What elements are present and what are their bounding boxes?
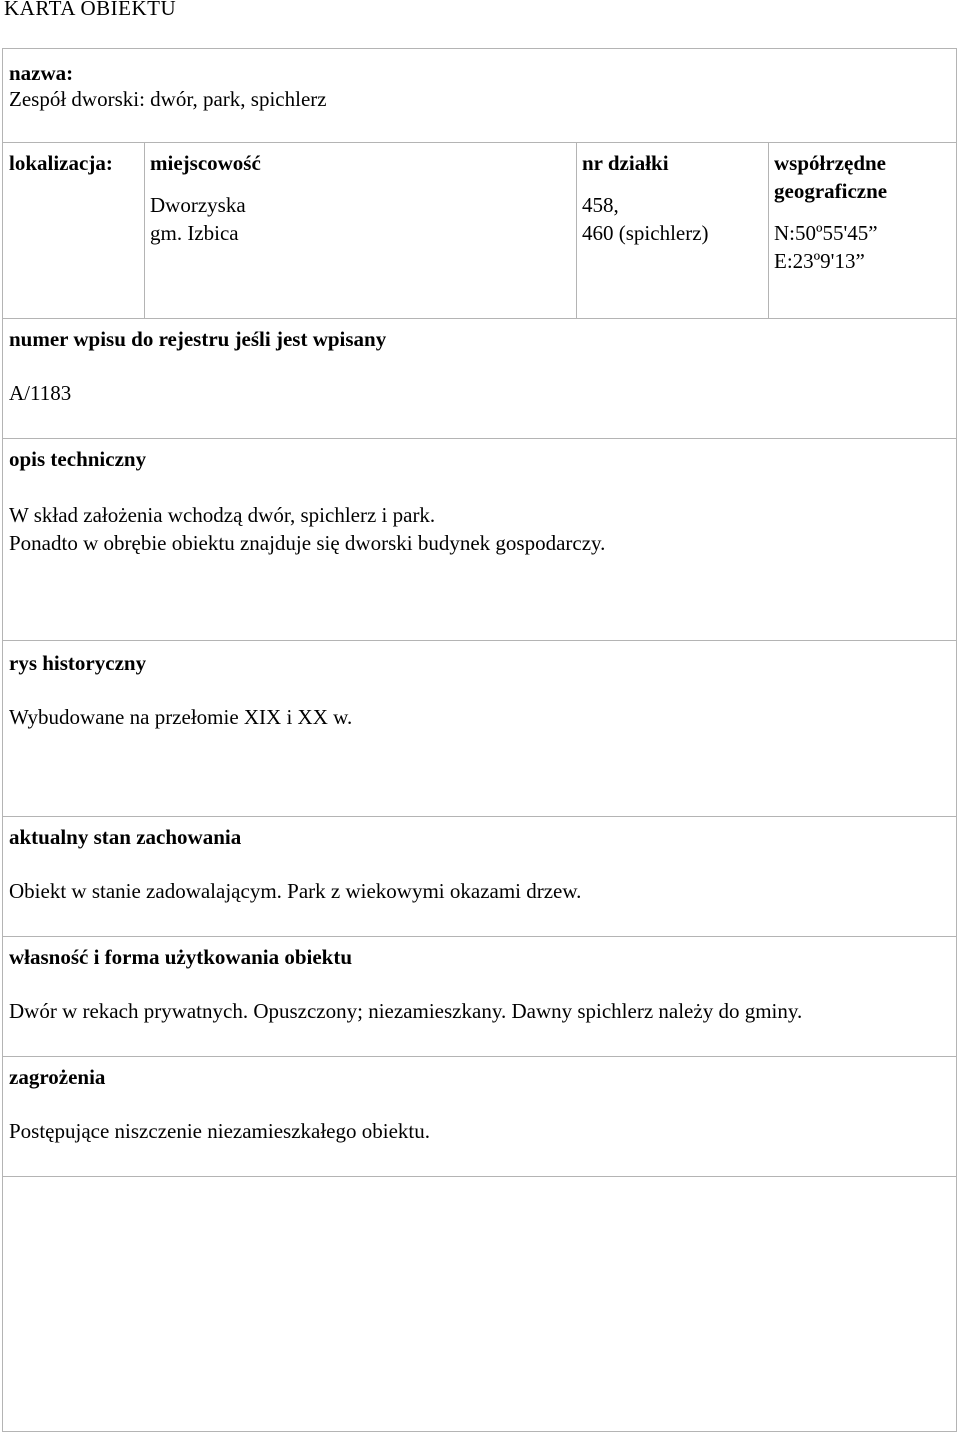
coordinates-label-1: współrzędne: [774, 151, 886, 175]
name-value: Zespół dworski: dwór, park, spichlerz: [9, 87, 327, 111]
document-title: KARTA OBIEKTU: [4, 0, 177, 20]
locality-commune: gm. Izbica: [150, 221, 239, 245]
plot-column: [576, 143, 769, 318]
condition-value: Obiekt w stanie zadowalającym. Park z wiekowymi okazami drzew.: [9, 879, 582, 903]
coordinates-label-2: geograficzne: [774, 179, 888, 203]
section-condition: [2, 816, 957, 936]
section-register: [2, 318, 957, 438]
condition-label: aktualny stan zachowania: [9, 825, 242, 849]
technical-description-label: opis techniczny: [9, 447, 147, 471]
location-label: lokalizacja:: [9, 151, 113, 175]
register-label: numer wpisu do rejestru jeśli jest wpisany: [9, 327, 387, 351]
locality-column: [144, 143, 577, 318]
technical-description-line-2: Ponadto w obrębie obiektu znajduje się dworski budynek gospodarczy.: [9, 531, 606, 555]
coordinates-column: [768, 143, 957, 318]
ownership-label: własność i forma użytkowania obiektu: [9, 945, 353, 969]
ownership-value: Dwór w rekach prywatnych. Opuszczony; niezamieszkany. Dawny spichlerz należy do gminy.: [9, 999, 803, 1023]
threats-value: Postępujące niszczenie niezamieszkałego obiektu.: [9, 1119, 430, 1143]
technical-description-line-1: W skład założenia wchodzą dwór, spichlerz i park.: [9, 503, 436, 527]
threats-label: zagrożenia: [9, 1065, 106, 1089]
locality-label: miejscowość: [150, 151, 261, 175]
plot-number-1: 458,: [582, 193, 619, 217]
section-technical-description: [2, 438, 957, 640]
history-value: Wybudowane na przełomie XIX i XX w.: [9, 705, 353, 729]
section-threats: [2, 1056, 957, 1176]
coordinates-north: N:50º55'45”: [774, 221, 878, 245]
locality-name: Dworzyska: [150, 193, 246, 217]
section-ownership: [2, 936, 957, 1056]
coordinates-east: E:23º9'13”: [774, 249, 865, 273]
register-value: A/1183: [9, 381, 72, 405]
section-name: [2, 48, 957, 142]
section-location: [2, 142, 957, 318]
history-label: rys historyczny: [9, 651, 147, 675]
section-history: [2, 640, 957, 816]
section-empty: [2, 1176, 957, 1432]
name-label: nazwa:: [9, 61, 74, 85]
plot-label: nr działki: [582, 151, 669, 175]
plot-number-2: 460 (spichlerz): [582, 221, 709, 245]
